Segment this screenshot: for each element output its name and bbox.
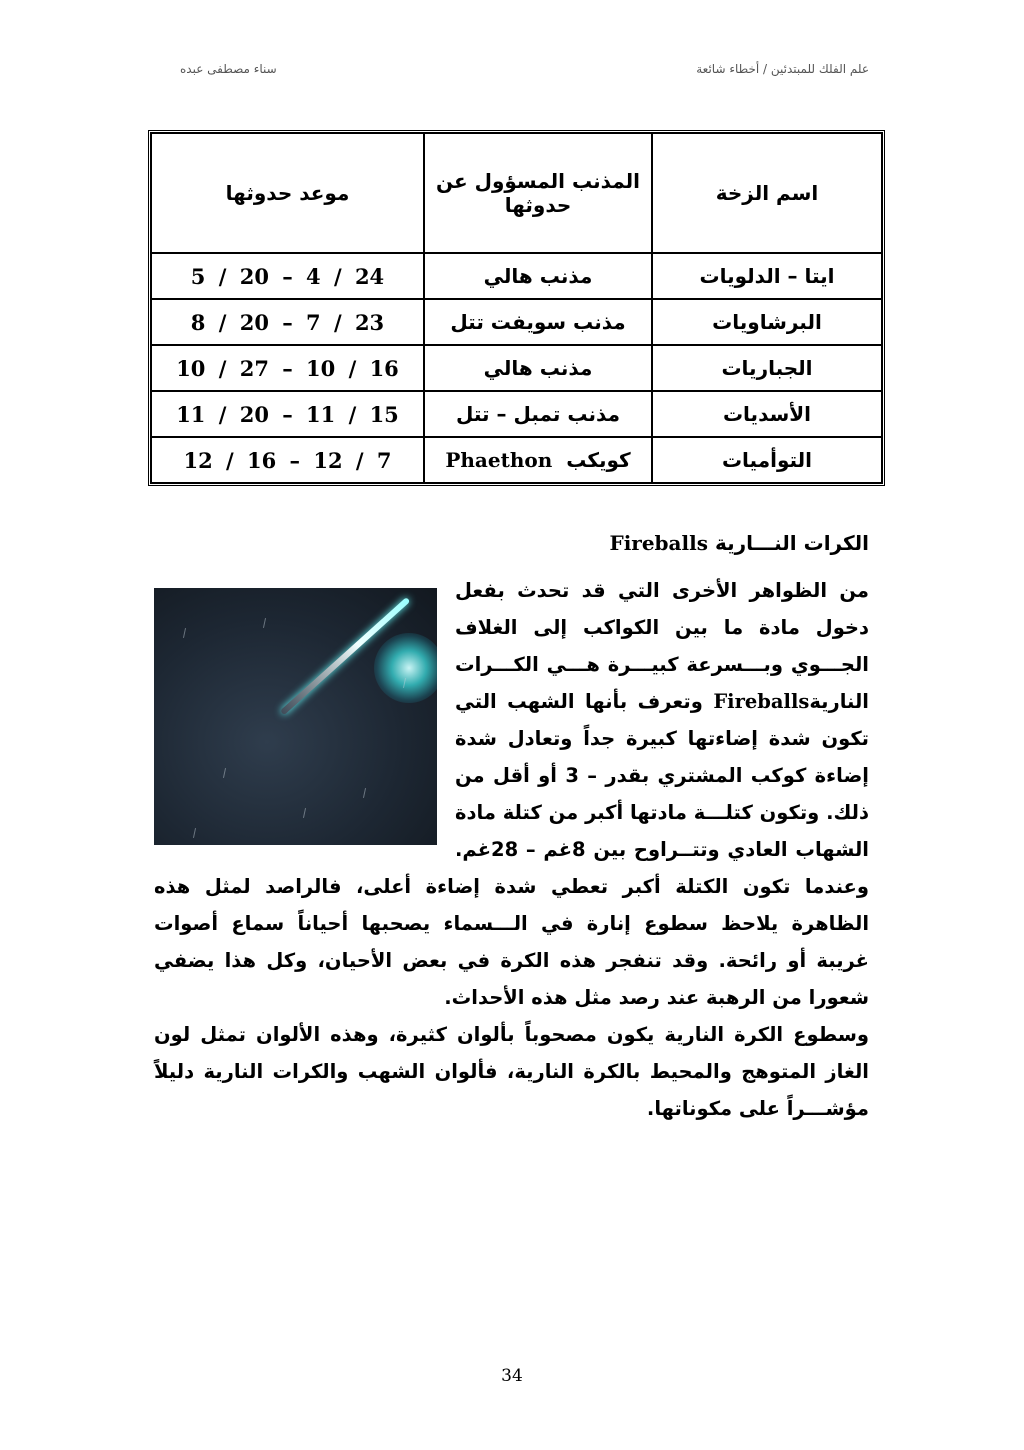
- shower-name: الأسديات: [652, 391, 882, 437]
- shower-name: البرشاويات: [652, 299, 882, 345]
- shower-dates: 10 / 27 – 10 / 16: [151, 345, 424, 391]
- star-streak: [363, 788, 366, 798]
- star-streak: [193, 828, 196, 838]
- comet-name-ar: كويكب: [566, 448, 631, 472]
- article-body: [154, 572, 869, 1127]
- section-title-en: Fireballs: [609, 531, 708, 555]
- col-header-comet: المذنب المسؤول عن حدوثها: [424, 133, 652, 253]
- paragraph-2: وسطوع الكرة النارية يكون مصحوباً بألوان كثيرة، وهذه الألوان تمثل لون الغاز المتوهج والمحيط بالكرة النارية، فألوان الشهب والكرات النارية دليلاً مؤشـــراً على مكوناتها.: [154, 1023, 869, 1120]
- star-streak: [303, 808, 306, 818]
- star-streak: [263, 618, 266, 628]
- comet-name: مذنب هالي: [424, 345, 652, 391]
- star-streak: [183, 628, 186, 638]
- paragraph-1-rest: وتعرف بأنها الشهب التي تكون شدة إضاءتها كبيرة جداً وتعادل شدة إضاءة كوكب المشتري بقدر – 3 أو أقل من ذلك. وتكون كتلـــة مادتها أكبر من كتلة مادة الشهاب العادي وتتــراوح بين 8غم – 28غم. وعندما تكون الكتلة أكبر تعطي شدة إضاءة أعلى، فالراصد لمثل هذه الظاهرة يلاحظ سطوع إنارة في الـــسماء يصحبها أحياناً سماع أصوات غريبة أو رائحة. وقد تنفجر هذه الكرة في بعض الأحيان، وكل هذا يضفي شعورا من الرهبة عند رصد مثل هذه الأحداث.: [154, 690, 869, 1009]
- table-header-row: [151, 133, 882, 253]
- comet-name-en: Phaethon: [445, 448, 553, 472]
- table-row: [151, 391, 882, 437]
- shower-name: الجباريات: [652, 345, 882, 391]
- comet-name: مذنب تمبل – تتل: [424, 391, 652, 437]
- paragraph-1: [154, 572, 869, 1016]
- meteor-shower-table: [148, 130, 885, 486]
- star-streak: [223, 768, 226, 778]
- shower-dates: 5 / 20 – 4 / 24: [151, 253, 424, 299]
- comet-name: [424, 437, 652, 483]
- header-author: سناء مصطفى عبده: [180, 62, 277, 76]
- header-book-title: علم الفلك للمبتدئين / أخطاء شائعة: [696, 62, 869, 76]
- table-row: [151, 437, 882, 483]
- col-header-shower-name: اسم الزخة: [652, 133, 882, 253]
- fireball-photo: [154, 588, 437, 845]
- comet-name: مذنب هالي: [424, 253, 652, 299]
- table-row: [151, 345, 882, 391]
- col-header-dates: موعد حدوثها: [151, 133, 424, 253]
- shower-name: التوأميات: [652, 437, 882, 483]
- section-title-ar: الكرات النـــارية: [714, 531, 869, 555]
- paragraph-1-en-term: Fireballs: [713, 690, 810, 713]
- page-number: 34: [501, 1366, 523, 1386]
- shower-dates: 8 / 20 – 7 / 23: [151, 299, 424, 345]
- shower-name: ايتا – الدلويات: [652, 253, 882, 299]
- paragraph-1-start: من الظواهر الأخرى التي قد تحدث بفعل دخول مادة ما بين الكواكب إلى الغلاف الجـــوي وبـــسرعة كبيـــرة هـــي الكـــرات النارية: [455, 579, 869, 713]
- shower-dates: 11 / 20 – 11 / 15: [151, 391, 424, 437]
- shower-dates: 12 / 16 – 12 / 7: [151, 437, 424, 483]
- table-row: [151, 253, 882, 299]
- section-title: [610, 531, 870, 555]
- comet-name: مذنب سويفت تتل: [424, 299, 652, 345]
- fireball-glow: [374, 633, 437, 703]
- table-row: [151, 299, 882, 345]
